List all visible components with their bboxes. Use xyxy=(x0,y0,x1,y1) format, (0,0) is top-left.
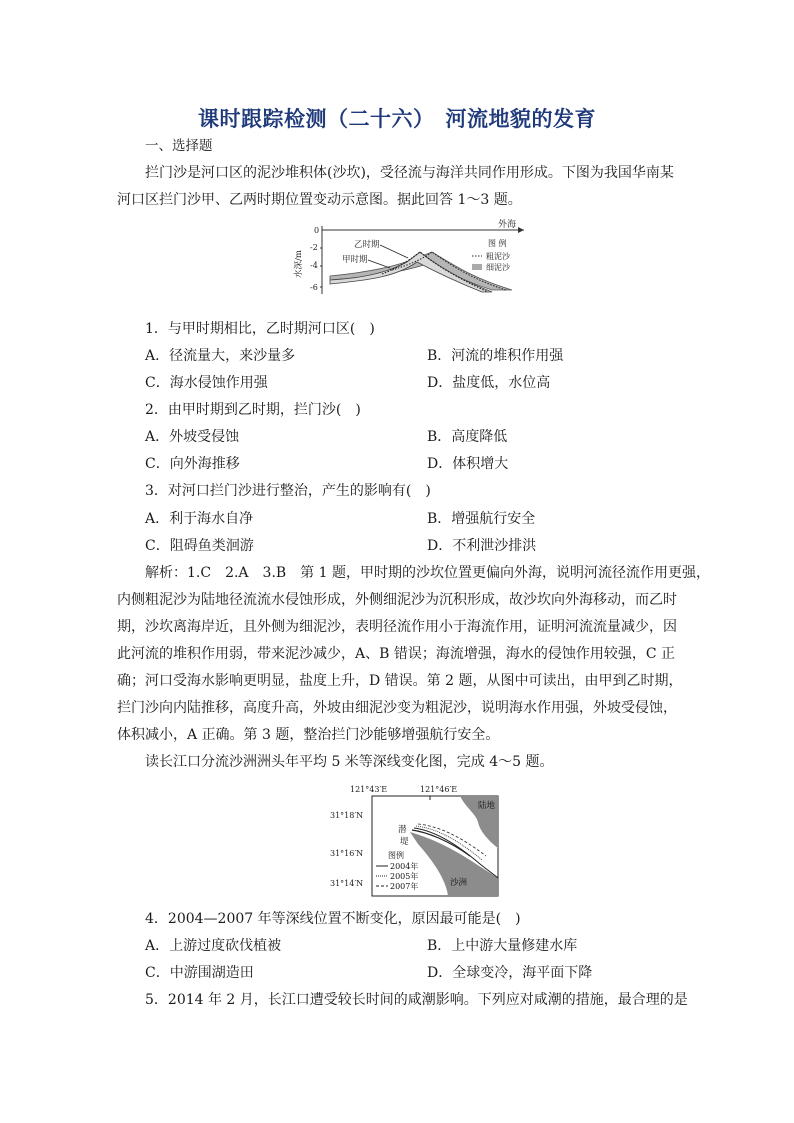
sea-arrow-icon xyxy=(518,227,524,233)
question-2-option-b[interactable]: B．高度降低 xyxy=(427,429,508,445)
analysis-line: 解析：1.C 2.A 3.B 第 1 题，甲时期的沙坎位置更偏向外海，说明河流径流作用更强， xyxy=(145,565,710,581)
isobath-change-map xyxy=(330,782,510,900)
question-2-option-d[interactable]: D．体积增大 xyxy=(427,456,509,472)
legend-label-2007: 2007年 xyxy=(390,882,419,891)
lon-label: 121°46′E xyxy=(420,785,458,794)
period-label-yi: 乙时期 xyxy=(354,240,380,250)
question-1-option-a[interactable]: A．径流量大，来沙量多 xyxy=(145,348,296,364)
sandbar-label: 沙洲 xyxy=(450,878,468,888)
question-4-stem: 4．2004—2007 年等深线位置不断变化，原因最可能是( ) xyxy=(145,911,521,927)
intro-line-2: 河口区拦门沙甲、乙两时期位置变动示意图。据此回答 1～3 题。 xyxy=(117,192,522,208)
legend-title: 图例 xyxy=(388,851,404,860)
page-title: 课时跟踪检测（二十六） 河流地貌的发育 xyxy=(198,107,596,131)
y-tick-label: 0 xyxy=(314,226,320,235)
question-1-option-d[interactable]: D．盐度低，水位高 xyxy=(427,375,551,391)
period-label-jia: 甲时期 xyxy=(342,255,368,265)
legend-label-coarse: 粗泥沙 xyxy=(486,252,510,261)
y-axis-label: 水深/m xyxy=(294,250,304,278)
legend-title: 图 例 xyxy=(488,239,507,248)
intro-4-5: 读长江口分流沙洲洲头年平均 5 米等深线变化图，完成 4～5 题。 xyxy=(145,754,554,770)
y-tick-label: -2 xyxy=(310,243,318,252)
lat-label: 31°16′N xyxy=(330,849,364,858)
analysis-line: 期，沙坎离海岸近，且外侧为细泥沙，表明径流作用小于海流作用，证明河流流量减少，因 xyxy=(117,619,677,635)
y-tick-label: -4 xyxy=(310,261,318,270)
question-4-option-d[interactable]: D．全球变冷，海平面下降 xyxy=(427,965,593,981)
legend-label-fine: 细泥沙 xyxy=(486,263,510,272)
y-tick-label: -6 xyxy=(310,283,318,292)
lat-label: 31°18′N xyxy=(330,811,364,820)
legend-swatch-fine xyxy=(472,264,482,270)
pointer-line xyxy=(380,245,408,258)
analysis-line: 确；河口受海水影响更明显，盐度上升，D 错误。第 2 题，从图中可读出，由甲到乙时期， xyxy=(117,673,683,689)
question-3-option-a[interactable]: A．利于海水自净 xyxy=(145,511,254,527)
question-2-stem: 2．由甲时期到乙时期，拦门沙( ) xyxy=(145,402,361,418)
analysis-line: 内侧粗泥沙为陆地径流流水侵蚀形成，外侧细泥沙为沉积形成，故沙坎向外海移动，而乙时 xyxy=(117,592,677,608)
question-1-option-c[interactable]: C．海水侵蚀作用强 xyxy=(145,375,268,391)
question-3-option-d[interactable]: D．不利泄沙排洪 xyxy=(427,538,537,554)
question-3-stem: 3．对河口拦门沙进行整治，产生的影响有( ) xyxy=(145,483,431,499)
analysis-line: 此河流的堆积作用弱，带来泥沙减少，A、B 错误；海流增强，海水的侵蚀作用较强，C 正 xyxy=(117,646,676,662)
dike-label: 潜 xyxy=(398,825,407,835)
question-4-option-b[interactable]: B．上中游大量修建水库 xyxy=(427,938,578,954)
lat-label: 31°14′N xyxy=(330,879,364,888)
legend-label-2005: 2005年 xyxy=(390,872,419,881)
dike-label: 堤 xyxy=(400,837,409,847)
question-3-option-b[interactable]: B．增强航行安全 xyxy=(427,511,536,527)
question-2-option-a[interactable]: A．外坡受侵蚀 xyxy=(145,429,240,445)
sandbar-profile-figure xyxy=(292,218,532,298)
legend-label-2004: 2004年 xyxy=(390,862,419,871)
question-3-option-c[interactable]: C．阻碍鱼类洄游 xyxy=(145,538,254,554)
question-2-option-c[interactable]: C．向外海推移 xyxy=(145,456,240,472)
question-4-option-a[interactable]: A．上游过度砍伐植被 xyxy=(145,938,282,954)
question-5-stem: 5．2014 年 2 月，长江口遭受较长时间的咸潮影响。下列应对咸潮的措施，最合理的是 xyxy=(145,992,688,1008)
question-1-stem: 1．与甲时期相比，乙时期河口区( ) xyxy=(145,321,375,337)
question-1-option-b[interactable]: B．河流的堆积作用强 xyxy=(427,348,564,364)
pointer-line xyxy=(368,260,390,268)
analysis-line: 体积减小，A 正确。第 3 题，整治拦门沙能够增强航行安全。 xyxy=(117,727,500,743)
land-label: 陆地 xyxy=(478,801,496,811)
intro-line-1: 拦门沙是河口区的泥沙堆积体(沙坎)，受径流与海洋共同作用形成。下图为我国华南某 xyxy=(145,165,674,181)
analysis-line: 拦门沙向内陆推移，高度升高，外坡由细泥沙变为粗泥沙，说明海水作用强，外坡受侵蚀， xyxy=(117,700,677,716)
question-4-option-c[interactable]: C．中游围湖造田 xyxy=(145,965,254,981)
sea-label: 外海 xyxy=(498,220,517,230)
lon-label: 121°43′E xyxy=(350,785,388,794)
section-heading: 一、选择题 xyxy=(145,138,213,154)
